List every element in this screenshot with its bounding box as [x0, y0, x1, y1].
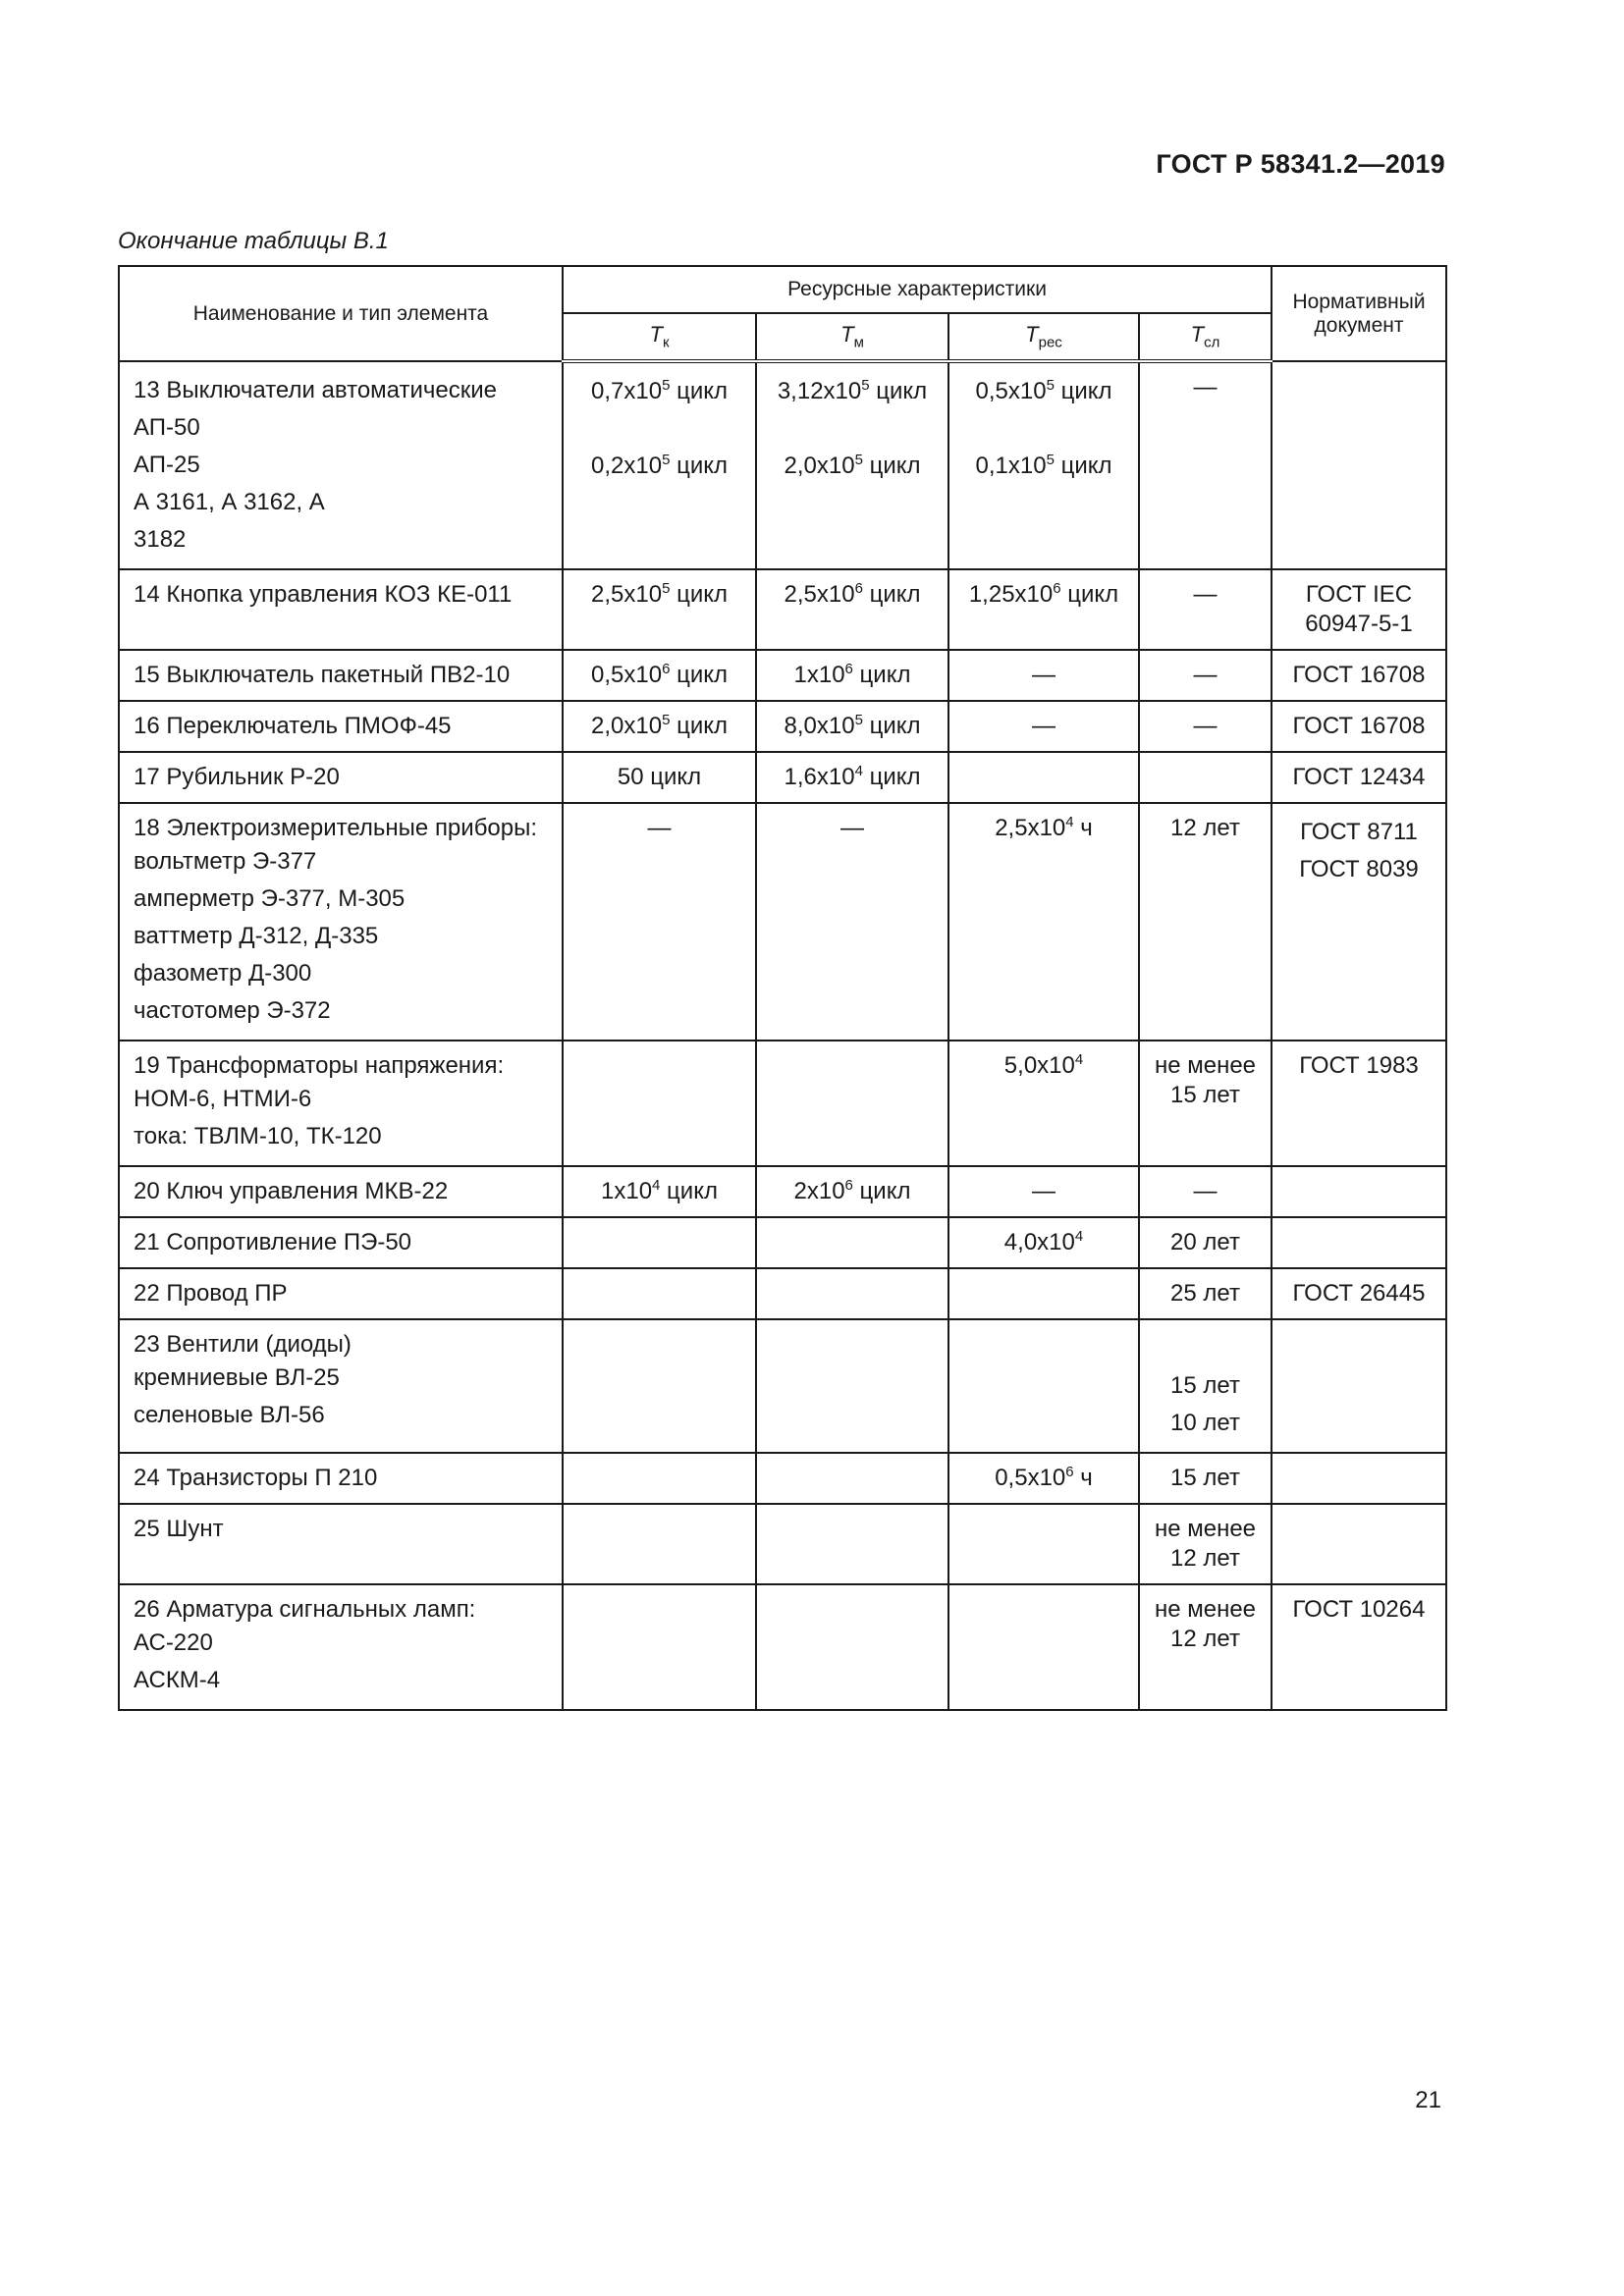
cell-doc: [1272, 1319, 1446, 1453]
name-line: тока: ТВЛМ-10, ТК-120: [134, 1123, 382, 1149]
value-tsl: —: [1193, 581, 1218, 608]
table-row: [119, 752, 1446, 803]
value-tk-base: 0,7х10: [591, 378, 663, 404]
value-tk-base: 0,5х10: [591, 662, 663, 688]
name-line: НОМ-6, НТМИ-6: [134, 1086, 312, 1112]
table-row: [119, 650, 1446, 701]
value-tk-unit: цикл: [670, 662, 728, 688]
cell-tres: [948, 701, 1139, 752]
cell-name: [119, 1268, 563, 1319]
value-tres-unit: ч: [1073, 1465, 1093, 1491]
value-tres-unit: цикл: [1054, 453, 1112, 479]
value-tres-exp: 6: [1065, 1464, 1074, 1480]
cell-tsl: [1139, 1504, 1272, 1584]
cell-name: [119, 803, 563, 1041]
value-tres-base: 0,5х10: [995, 1465, 1066, 1491]
cell-tsl: [1139, 1584, 1272, 1710]
doc-line: ГОСТ 10264: [1292, 1596, 1426, 1623]
value-tres: [953, 814, 1134, 843]
value-tm-base: 2х10: [793, 1178, 845, 1204]
name-line: АП-25: [134, 452, 200, 478]
cell-tres: [948, 1041, 1139, 1166]
value-tm-base: 2,0х10: [784, 453, 855, 479]
name-line: АП-50: [134, 414, 200, 441]
value-tsl: 15 лет: [1170, 1082, 1240, 1108]
name-line: 15 Выключатель пакетный ПВ2-10: [134, 662, 511, 688]
cell-tk: [563, 1166, 756, 1217]
value-tm-exp: 5: [854, 712, 863, 728]
value-tm: [761, 712, 944, 741]
cell-doc: [1272, 1166, 1446, 1217]
table-row: [119, 701, 1446, 752]
cell-tm: [756, 701, 948, 752]
value-tm-unit: цикл: [852, 662, 911, 688]
cell-tm: [756, 752, 948, 803]
value-tk: [568, 580, 751, 610]
value-tres-exp: 4: [1065, 814, 1074, 830]
value-tsl: —: [1193, 1178, 1218, 1204]
cell-name: [119, 1217, 563, 1268]
cell-tm: [756, 1319, 948, 1453]
value-tres-base: 0,1х10: [975, 453, 1047, 479]
cell-tm: [756, 361, 948, 569]
table-row: [119, 1041, 1446, 1166]
cell-tk: [563, 1268, 756, 1319]
cell-tk: [563, 650, 756, 701]
value-tres-exp: 5: [1046, 377, 1055, 394]
value-tres-exp: 4: [1074, 1228, 1084, 1245]
value-tm-exp: 6: [844, 1177, 853, 1194]
cell-tk: [563, 1041, 756, 1166]
name-line: 17 Рубильник Р-20: [134, 764, 340, 790]
header-tres: $T_{рес}$: [948, 313, 1139, 361]
value-tres-unit: цикл: [1060, 581, 1119, 608]
value-tm-exp: 5: [861, 377, 870, 394]
cell-tk: [563, 1217, 756, 1268]
value-tk-exp: 5: [662, 712, 671, 728]
cell-name: [119, 1453, 563, 1504]
name-line: 19 Трансформаторы напряжения:: [134, 1052, 505, 1079]
cell-tres: [948, 1319, 1139, 1453]
value-tm: —: [840, 815, 864, 841]
value-tk-base: 1х10: [601, 1178, 653, 1204]
cell-tsl: [1139, 701, 1272, 752]
name-line: 24 Транзисторы П 210: [134, 1465, 378, 1491]
value-tm: [761, 1177, 944, 1206]
header-resource: Ресурсные характеристики: [563, 266, 1272, 313]
value-tm-base: 2,5х10: [784, 581, 855, 608]
name-line: 23 Вентили (диоды): [134, 1331, 352, 1358]
doc-line: 60947-5-1: [1305, 611, 1413, 637]
cell-doc: [1272, 1217, 1446, 1268]
value-tsl: 15 лет: [1170, 1465, 1240, 1491]
table-row: [119, 1166, 1446, 1217]
cell-name: [119, 1584, 563, 1710]
header-doc: Нормативный документ: [1272, 266, 1446, 361]
name-line: 18 Электроизмерительные приборы:: [134, 815, 538, 841]
cell-doc: [1272, 1041, 1446, 1166]
value-tres: —: [1032, 1178, 1056, 1204]
value-tsl: 12 лет: [1170, 1626, 1240, 1652]
value-tsl: 12 лет: [1170, 1545, 1240, 1572]
name-line: амперметр Э-377, М-305: [134, 885, 406, 912]
value-tres-unit: ч: [1073, 815, 1093, 841]
cell-tres: [948, 1166, 1139, 1217]
cell-tk: [563, 1453, 756, 1504]
value-tres-exp: 4: [1074, 1051, 1084, 1068]
spacer: [953, 410, 1134, 448]
name-line: 20 Ключ управления МКВ-22: [134, 1178, 449, 1204]
cell-doc: [1272, 752, 1446, 803]
name-line: 13 Выключатели автоматические: [134, 377, 498, 403]
value-tm: [761, 661, 944, 690]
cell-tres: [948, 803, 1139, 1041]
value-tsl: —: [1193, 374, 1218, 400]
name-line: частотомер Э-372: [134, 997, 331, 1024]
cell-tm: [756, 1166, 948, 1217]
value-tk: 50 цикл: [617, 764, 702, 790]
doc-line: ГОСТ IEC: [1305, 581, 1413, 608]
name-line: вольтметр Э-377: [134, 848, 317, 875]
cell-tsl: [1139, 569, 1272, 650]
value-tk-base: 0,2х10: [591, 453, 663, 479]
value-tres: [953, 448, 1134, 485]
name-line: АСКМ-4: [134, 1667, 221, 1693]
value-tsl: —: [1193, 662, 1218, 688]
cell-doc: [1272, 1453, 1446, 1504]
value-tsl: не менее: [1154, 1596, 1257, 1623]
value-tk-exp: 5: [662, 452, 671, 468]
cell-tres: [948, 569, 1139, 650]
cell-tres: [948, 1453, 1139, 1504]
value-tk: [568, 661, 751, 690]
value-tres: [953, 1051, 1134, 1081]
value-tm-unit: цикл: [862, 713, 921, 739]
value-tm-exp: 4: [854, 763, 863, 779]
value-tk-base: 2,5х10: [591, 581, 663, 608]
cell-tm: [756, 569, 948, 650]
value-tsl: 10 лет: [1170, 1410, 1240, 1436]
header-tsl: $T_{сл}$: [1139, 313, 1272, 361]
value-tres-unit: цикл: [1054, 378, 1112, 404]
cell-tk: [563, 1584, 756, 1710]
resource-table: [118, 265, 1447, 1711]
table-row: [119, 803, 1446, 1041]
cell-tk: [563, 752, 756, 803]
cell-tsl: [1139, 1453, 1272, 1504]
name-line: 3182: [134, 526, 187, 553]
cell-tres: [948, 1504, 1139, 1584]
value-tk: [568, 448, 751, 485]
doc-line: ГОСТ 26445: [1292, 1280, 1426, 1307]
cell-doc: [1272, 803, 1446, 1041]
value-tm-exp: 6: [844, 661, 853, 677]
value-tres-exp: 5: [1046, 452, 1055, 468]
value-tsl: —: [1193, 713, 1218, 739]
value-tsl: [1144, 1330, 1267, 1367]
spacer: [568, 410, 751, 448]
value-tm: [761, 580, 944, 610]
name-line: 25 Шунт: [134, 1516, 224, 1542]
name-line: 22 Провод ПР: [134, 1280, 288, 1307]
value-tres: [953, 580, 1134, 610]
value-tsl: 25 лет: [1170, 1280, 1240, 1307]
cell-name: [119, 361, 563, 569]
value-tm-unit: цикл: [852, 1178, 911, 1204]
page-number: 21: [1415, 2087, 1441, 2113]
cell-name: [119, 569, 563, 650]
name-line: кремниевые ВЛ-25: [134, 1364, 340, 1391]
doc-line: ГОСТ 1983: [1299, 1052, 1419, 1079]
cell-name: [119, 1166, 563, 1217]
value-tres-base: 0,5х10: [975, 378, 1047, 404]
value-tm-unit: цикл: [869, 378, 928, 404]
value-tres: —: [1032, 713, 1056, 739]
value-tm-base: 3,12х10: [777, 378, 862, 404]
table-row: [119, 1217, 1446, 1268]
doc-line: ГОСТ 12434: [1292, 764, 1426, 790]
cell-tsl: [1139, 1041, 1272, 1166]
cell-doc: [1272, 1268, 1446, 1319]
value-tk-exp: 5: [662, 580, 671, 597]
cell-tk: [563, 361, 756, 569]
value-tm-unit: цикл: [862, 764, 921, 790]
value-tk-base: 2,0х10: [591, 713, 663, 739]
cell-tsl: [1139, 1268, 1272, 1319]
cell-tres: [948, 650, 1139, 701]
document-code: ГОСТ Р 58341.2—2019: [1156, 149, 1445, 179]
value-tk-exp: 6: [662, 661, 671, 677]
value-tm-base: 1х10: [793, 662, 845, 688]
table-caption: Окончание таблицы В.1: [118, 228, 389, 254]
value-tm-exp: 5: [854, 452, 863, 468]
name-line: 16 Переключатель ПМОФ-45: [134, 713, 452, 739]
cell-tm: [756, 1268, 948, 1319]
cell-tsl: [1139, 803, 1272, 1041]
cell-tres: [948, 1584, 1139, 1710]
cell-doc: [1272, 650, 1446, 701]
header-tk: $T_к$: [563, 313, 756, 361]
value-tm-base: 8,0х10: [784, 713, 855, 739]
cell-tm: [756, 1041, 948, 1166]
doc-line: ГОСТ 16708: [1292, 713, 1426, 739]
cell-doc: [1272, 1504, 1446, 1584]
spacer: [761, 410, 944, 448]
name-line: 26 Арматура сигнальных ламп:: [134, 1596, 476, 1623]
cell-tsl: [1139, 361, 1272, 569]
value-tres-base: 4,0х10: [1003, 1229, 1075, 1255]
value-tk-unit: цикл: [670, 713, 728, 739]
cell-tm: [756, 1217, 948, 1268]
name-line: 14 Кнопка управления КОЗ КЕ-011: [134, 581, 513, 608]
cell-tsl: [1139, 650, 1272, 701]
value-tsl: не менее: [1154, 1052, 1257, 1079]
cell-tm: [756, 1453, 948, 1504]
value-tres-base: 1,25х10: [968, 581, 1054, 608]
value-tsl: не менее: [1154, 1516, 1257, 1542]
table-row: [119, 1319, 1446, 1453]
table-row: [119, 569, 1446, 650]
value-tk-exp: 5: [662, 377, 671, 394]
cell-tm: [756, 1504, 948, 1584]
cell-tm: [756, 1584, 948, 1710]
doc-line: ГОСТ 8039: [1299, 856, 1419, 882]
value-tres: [953, 1464, 1134, 1493]
cell-tres: [948, 1217, 1139, 1268]
value-tk-exp: 4: [652, 1177, 661, 1194]
cell-tsl: [1139, 1217, 1272, 1268]
cell-name: [119, 1041, 563, 1166]
cell-name: [119, 650, 563, 701]
name-line: 21 Сопротивление ПЭ-50: [134, 1229, 412, 1255]
header-tm: $T_м$: [756, 313, 948, 361]
cell-tres: [948, 361, 1139, 569]
table-row: [119, 1504, 1446, 1584]
cell-doc: [1272, 569, 1446, 650]
cell-tk: [563, 569, 756, 650]
value-tk: [568, 1177, 751, 1206]
value-tsl: 12 лет: [1170, 815, 1240, 841]
value-tm-exp: 6: [854, 580, 863, 597]
cell-tres: [948, 752, 1139, 803]
cell-name: [119, 1319, 563, 1453]
value-tm: [761, 763, 944, 792]
cell-doc: [1272, 701, 1446, 752]
cell-doc: [1272, 1584, 1446, 1710]
name-line: ваттметр Д-312, Д-335: [134, 923, 379, 949]
value-tres: [953, 1228, 1134, 1257]
cell-tsl: [1139, 752, 1272, 803]
value-tk-unit: цикл: [660, 1178, 718, 1204]
cell-tsl: [1139, 1166, 1272, 1217]
value-tk: —: [647, 815, 672, 841]
table-row: [119, 1268, 1446, 1319]
name-line: АС-220: [134, 1629, 213, 1656]
value-tres-exp: 6: [1053, 580, 1061, 597]
cell-doc: [1272, 361, 1446, 569]
name-line: селеновые ВЛ-56: [134, 1402, 325, 1428]
cell-tres: [948, 1268, 1139, 1319]
value-tsl: 15 лет: [1170, 1372, 1240, 1399]
table-row: [119, 1584, 1446, 1710]
header-name: Наименование и тип элемента: [119, 266, 563, 361]
cell-tk: [563, 1319, 756, 1453]
name-line: фазометр Д-300: [134, 960, 312, 987]
table-row: [119, 1453, 1446, 1504]
value-tres: —: [1032, 662, 1056, 688]
value-tm-unit: цикл: [862, 453, 921, 479]
cell-tk: [563, 1504, 756, 1584]
cell-name: [119, 752, 563, 803]
value-tk-unit: цикл: [670, 581, 728, 608]
value-tsl: 20 лет: [1170, 1229, 1240, 1255]
value-tm-base: 1,6х10: [784, 764, 855, 790]
value-tm: [761, 448, 944, 485]
cell-name: [119, 701, 563, 752]
cell-tk: [563, 803, 756, 1041]
cell-tm: [756, 803, 948, 1041]
value-tres: [953, 373, 1134, 410]
doc-line: ГОСТ 8711: [1300, 819, 1418, 845]
value-tm: [761, 373, 944, 410]
value-tk: [568, 712, 751, 741]
value-tm-unit: цикл: [862, 581, 921, 608]
value-tres-base: 5,0х10: [1003, 1052, 1075, 1079]
doc-line: ГОСТ 16708: [1292, 662, 1426, 688]
cell-tk: [563, 701, 756, 752]
cell-tsl: [1139, 1319, 1272, 1453]
value-tk-unit: цикл: [670, 453, 728, 479]
value-tk: [568, 373, 751, 410]
name-line: А 3161, А 3162, А: [134, 489, 325, 515]
table-row: [119, 361, 1446, 569]
value-tres-base: 2,5х10: [995, 815, 1066, 841]
cell-tm: [756, 650, 948, 701]
cell-name: [119, 1504, 563, 1584]
value-tk-unit: цикл: [670, 378, 728, 404]
